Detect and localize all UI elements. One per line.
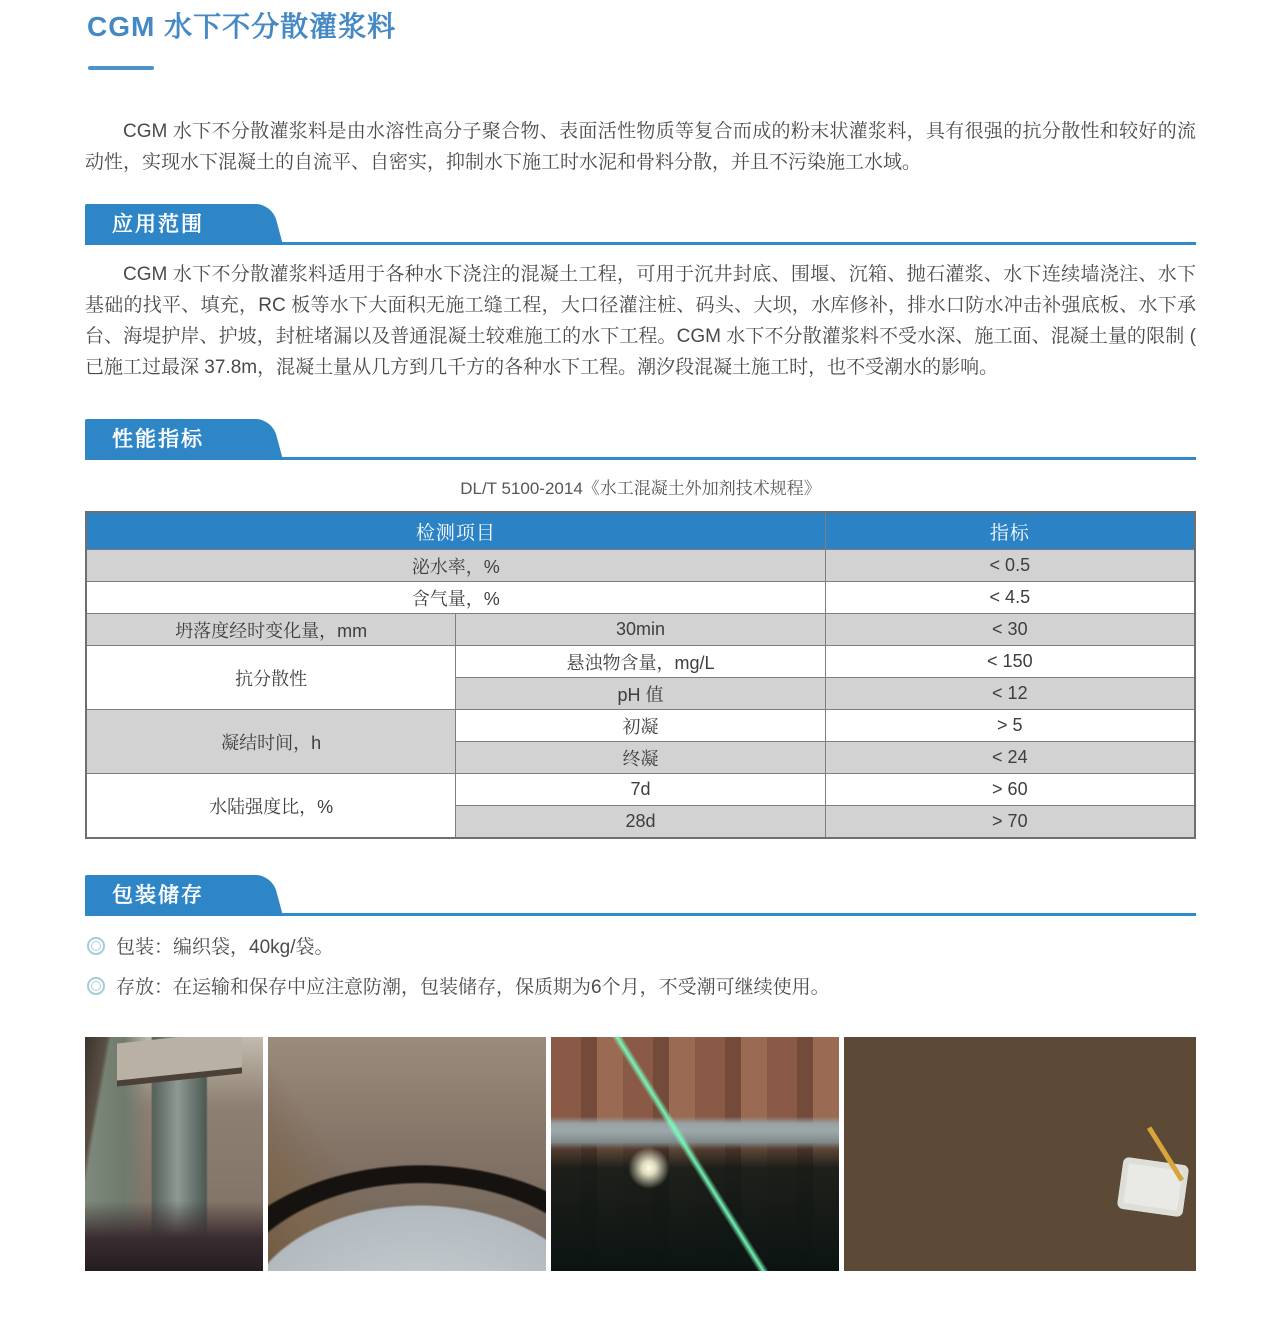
column-header-item: 检测项目 (86, 512, 825, 550)
cell-item: 泌水率，% (86, 550, 825, 582)
photo-bridge-piers-laser (551, 1037, 839, 1271)
cell-item: 坍落度经时变化量，mm (86, 614, 456, 646)
section-badge-application (85, 204, 258, 245)
cell-item-group: 水陆强度比，% (86, 774, 456, 839)
table-row (86, 614, 1195, 646)
document-page (85, 0, 1196, 1271)
cell-value: < 150 (825, 646, 1195, 678)
cell-value: > 70 (825, 806, 1195, 839)
cell-value: < 24 (825, 742, 1195, 774)
application-paragraph: CGM 水下不分散灌浆料适用于各种水下浇注的混凝土工程，可用于沉井封底、围堰、沉箱、抛石灌浆、水下连续墙浇注、水下基础的找平、填充，RC 板等水下大面积无施工缝工程，大口径灌注桩、码头、大坝，水库修补，排水口防水冲击补强底板、水下承台、海堤护岸、护坡，封桩堵漏以及普通混凝土较难施工的水下工程。CGM 水下不分散灌浆料不受水深、施工面、混凝土量的限制 ( 已施工过最深 37.8m，混凝土量从几方到几千方的各种水下工程。潮汐段混凝土施工时，也不受潮水的影响。 (85, 264, 1196, 378)
list-item-text: 包装：编织袋，40kg/袋。 (116, 937, 334, 958)
packaging-list (85, 932, 1196, 999)
cell-value: < 4.5 (825, 582, 1195, 614)
page-title: CGM 水下不分散灌浆料 (87, 11, 397, 42)
section-header-packaging (85, 875, 1196, 916)
cell-item-group: 抗分散性 (86, 646, 456, 710)
table-row (86, 582, 1195, 614)
table-row (86, 710, 1195, 742)
cell-condition: 终凝 (456, 742, 825, 774)
cell-condition: 30min (456, 614, 825, 646)
title-underline (88, 66, 154, 70)
cell-condition: 28d (456, 806, 825, 839)
cell-condition: pH 值 (456, 678, 825, 710)
photo-strip (85, 1037, 1196, 1271)
table-row (86, 646, 1195, 678)
photo-pier-base-repair (268, 1037, 546, 1271)
section-badge-performance (85, 419, 258, 460)
table-caption: DL/T 5100-2014《水工混凝土外加剂技术规程》 (460, 479, 821, 498)
section-badge-label: 包装储存 (112, 884, 204, 907)
section-badge-packaging (85, 875, 258, 916)
list-item (87, 932, 1196, 959)
table-header-row (86, 512, 1195, 550)
cell-condition: 7d (456, 774, 825, 806)
ring-bullet-icon (87, 937, 105, 955)
cell-value: < 0.5 (825, 550, 1195, 582)
ring-bullet-icon (87, 977, 105, 995)
intro-paragraph: CGM 水下不分散灌浆料是由水溶性高分子聚合物、表面活性物质等复合而成的粉末状灌浆料，具有很强的抗分散性和较好的流动性，实现水下混凝土的自流平、自密实，抑制水下施工时水泥和骨料分散，并且不污染施工水域。 (85, 121, 1196, 173)
column-header-value: 指标 (825, 512, 1195, 550)
cell-value: < 30 (825, 614, 1195, 646)
cell-value: > 60 (825, 774, 1195, 806)
photo-pier-column (85, 1037, 263, 1271)
cell-condition: 悬浊物含量，mg/L (456, 646, 825, 678)
section-header-application (85, 204, 1196, 245)
photo-cofferdam-pit (844, 1037, 1196, 1271)
cell-item: 含气量，% (86, 582, 825, 614)
table-row (86, 774, 1195, 806)
cell-item-group: 凝结时间，h (86, 710, 456, 774)
cell-value: > 5 (825, 710, 1195, 742)
cell-condition: 初凝 (456, 710, 825, 742)
table-row (86, 550, 1195, 582)
performance-table (85, 511, 1196, 839)
section-header-performance (85, 419, 1196, 460)
cell-value: < 12 (825, 678, 1195, 710)
section-badge-label: 应用范围 (112, 213, 204, 236)
list-item-text: 存放：在运输和保存中应注意防潮，包装储存，保质期为6个月，不受潮可继续使用。 (116, 977, 830, 998)
section-badge-label: 性能指标 (112, 428, 204, 451)
list-item (87, 972, 1196, 999)
